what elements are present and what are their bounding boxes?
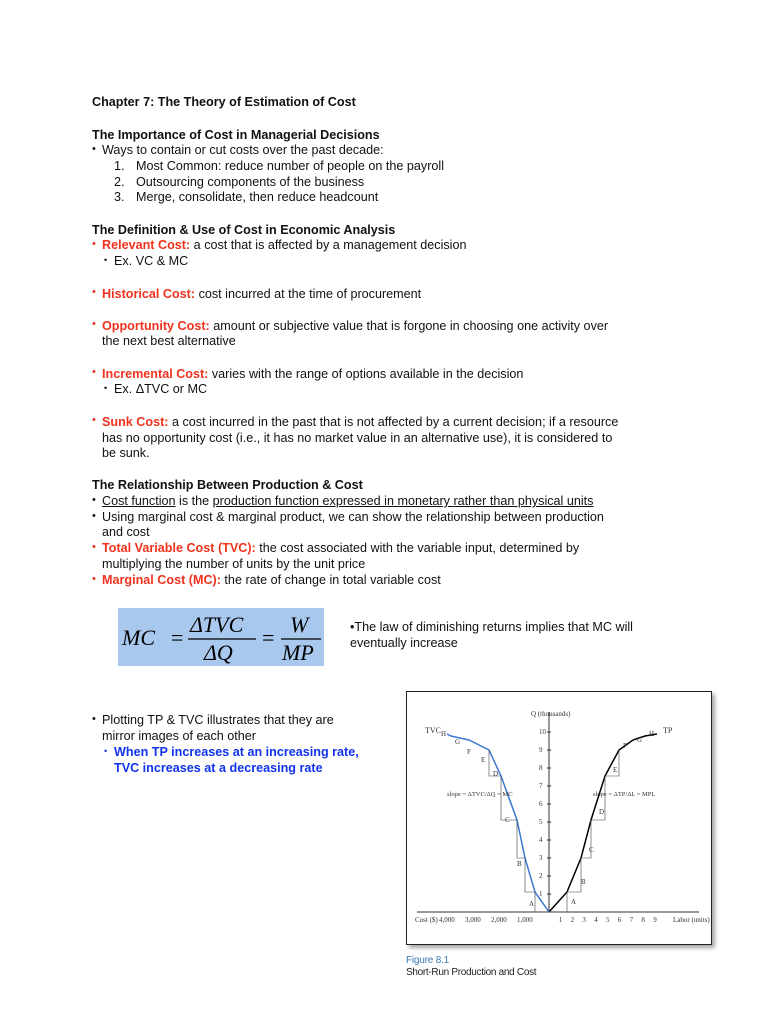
y-tick-label: 10 — [539, 728, 546, 736]
bullet-icon: • — [92, 143, 96, 155]
sunk-cost-text-3: be sunk. — [102, 446, 150, 460]
x-tick-label: 6 — [617, 916, 622, 924]
y-tick-label: 1 — [539, 890, 543, 898]
tvc-point-b: B — [517, 860, 522, 868]
formula-denominator-1: ΔQ — [204, 640, 233, 665]
cost-function-line — [102, 494, 593, 510]
tp-point-a: A — [571, 898, 577, 906]
opportunity-cost-text: amount or subjective value that is forgone in choosing one activity over — [209, 319, 609, 333]
incremental-cost-line — [102, 367, 523, 383]
mc-mp-text-cont: and cost — [102, 525, 150, 539]
y-tick-label: 9 — [539, 746, 543, 754]
sunk-cost-text: a cost incurred in the past that is not affected by a current decision; if a resource — [168, 415, 619, 429]
y-tick-label: 5 — [539, 818, 543, 826]
opportunity-cost-term: Opportunity Cost: — [102, 319, 210, 333]
list-item-number: 1. — [114, 159, 125, 173]
tp-point-e: E — [613, 766, 618, 774]
relevant-cost-example: Ex. VC & MC — [114, 254, 189, 268]
tvc-point-f: F — [467, 748, 471, 756]
sub-bullet-icon: • — [104, 383, 108, 393]
formula-denominator-2: MP — [282, 640, 314, 665]
x-left-tick-label: 3,000 — [465, 916, 481, 924]
opportunity-cost-text-cont: the next best alternative — [102, 334, 236, 348]
plotting-emphasis: When TP increases at an increasing rate, — [114, 745, 359, 759]
historical-cost-line — [102, 287, 421, 303]
formula-numerator-1: ΔTVC — [190, 612, 244, 637]
incremental-cost-text: varies with the range of options available in the decision — [208, 367, 524, 381]
relationship-heading: The Relationship Between Production & Cost — [92, 478, 363, 492]
mc-term: Marginal Cost (MC): — [102, 573, 221, 587]
figure-caption: Short-Run Production and Cost — [406, 967, 537, 978]
x-tick-label: 4 — [594, 916, 598, 924]
incremental-cost-example: Ex. ΔTVC or MC — [114, 382, 208, 396]
cost-function-term: Cost function — [102, 494, 176, 508]
y-tick-label: 7 — [539, 782, 543, 790]
opportunity-cost-line — [102, 319, 608, 335]
slope-left-label: slope = ΔTVC/ΔQ = MC — [447, 791, 513, 798]
historical-cost-term: Historical Cost: — [102, 287, 196, 301]
plotting-text-cont: mirror images of each other — [102, 729, 256, 743]
y-tick-label: 3 — [539, 854, 543, 862]
tvc-point-d: D — [493, 770, 499, 778]
bullet-icon: • — [92, 541, 96, 553]
tvc-point-a: A — [529, 900, 535, 908]
tp-curve — [549, 734, 657, 912]
sunk-cost-text-2: has no opportunity cost (i.e., it has no market value in an alternative use), it is considered to — [102, 431, 613, 445]
definition-heading: The Definition & Use of Cost in Economic Analysis — [92, 223, 396, 237]
bullet-icon: • — [92, 318, 96, 330]
x-tick-label: 5 — [606, 916, 610, 924]
tp-steps — [549, 750, 619, 912]
y-tick-label: 6 — [539, 800, 543, 808]
tvc-point-c: C — [505, 816, 510, 824]
chapter-title: Chapter 7: The Theory of Estimation of Cost — [92, 95, 356, 109]
formula-equals-2: = — [262, 625, 275, 650]
tp-point-f: F — [623, 742, 627, 750]
tp-label: TP — [663, 726, 673, 735]
formula-lhs: MC — [122, 625, 155, 650]
formula-graphic — [118, 608, 324, 666]
relevant-cost-text: a cost that is affected by a management decision — [190, 238, 467, 252]
bullet-icon: • — [92, 713, 96, 725]
tp-point-g: G — [637, 736, 643, 744]
plotting-text: Plotting TP & TVC illustrates that they are — [102, 713, 334, 727]
formula-numerator-2: W — [290, 612, 309, 637]
importance-item-1: Most Common: reduce number of people on the payroll — [136, 159, 445, 173]
x-tick-label: 9 — [653, 916, 657, 924]
slope-right-label: slope = ΔTP/ΔL = MPL — [593, 791, 656, 798]
x-tick-label: 8 — [641, 916, 645, 924]
relevant-cost-line — [102, 238, 466, 254]
importance-item-2: Outsourcing components of the business — [136, 175, 365, 189]
y-axis-label: Q (thousands) — [531, 710, 571, 718]
x-left-tick-label: 4,000 — [439, 916, 455, 924]
production-cost-graph — [407, 692, 711, 944]
list-item-number: 3. — [114, 190, 125, 204]
bullet-icon: • — [92, 366, 96, 378]
incremental-cost-term: Incremental Cost: — [102, 367, 209, 381]
bullet-icon: • — [92, 510, 96, 522]
tvc-term: Total Variable Cost (TVC): — [102, 541, 256, 555]
tvc-point-h: H — [441, 730, 447, 738]
tvc-point-g: G — [455, 738, 461, 746]
y-tick-label: 2 — [539, 872, 543, 880]
sub-bullet-icon: • — [104, 746, 108, 756]
bullet-icon: • — [92, 286, 96, 298]
x-left-tick-label: 1,000 — [517, 916, 533, 924]
tvc-label: TVC — [425, 726, 441, 735]
production-cost-figure — [406, 691, 712, 945]
tp-point-h: H — [649, 730, 655, 738]
list-item-number: 2. — [114, 175, 125, 189]
tp-point-b: B — [581, 878, 586, 886]
y-tick-label: 4 — [539, 836, 543, 844]
law-note-cont: eventually increase — [350, 636, 458, 650]
bullet-icon: • — [92, 414, 96, 426]
tvc-text: the cost associated with the variable input, determined by — [255, 541, 580, 555]
x-left-tick-label: 2,000 — [491, 916, 507, 924]
tvc-point-e: E — [481, 756, 486, 764]
tp-point-c: C — [589, 846, 594, 854]
formula-equals: = — [171, 625, 184, 650]
importance-bullet: Ways to contain or cut costs over the past decade: — [102, 143, 384, 157]
x-left-label: Cost ($) — [415, 916, 438, 924]
x-tick-label: 1 — [558, 916, 563, 924]
x-right-label: Labor (units) — [673, 916, 710, 924]
plotting-emphasis-cont: TVC increases at a decreasing rate — [114, 761, 323, 775]
sunk-cost-line — [102, 415, 618, 431]
y-tick-label: 8 — [539, 764, 543, 772]
x-tick-label: 3 — [582, 916, 586, 924]
sub-bullet-icon: • — [104, 255, 108, 265]
mc-formula — [118, 608, 324, 666]
sunk-cost-term: Sunk Cost: — [102, 415, 169, 429]
law-note: •The law of diminishing returns implies that MC will — [350, 620, 633, 634]
importance-heading: The Importance of Cost in Managerial Decisions — [92, 128, 380, 142]
mc-mp-text: Using marginal cost & marginal product, we can show the relationship between production — [102, 510, 604, 524]
tvc-curve — [447, 734, 549, 912]
bullet-icon: • — [92, 238, 96, 250]
tp-point-d: D — [599, 808, 605, 816]
tvc-text-cont: multiplying the number of units by the unit price — [102, 557, 366, 571]
bullet-icon: • — [92, 494, 96, 506]
historical-cost-text: cost incurred at the time of procurement — [195, 287, 422, 301]
x-tick-label: 7 — [629, 916, 634, 924]
relevant-cost-term: Relevant Cost: — [102, 238, 191, 252]
mc-text: the rate of change in total variable cost — [220, 573, 441, 587]
cost-function-definition: production function expressed in monetary rather than physical units — [212, 494, 594, 508]
figure-label: Figure 8.1 — [406, 955, 450, 966]
mc-line — [102, 573, 441, 589]
bullet-icon: • — [92, 573, 96, 585]
importance-item-3: Merge, consolidate, then reduce headcount — [136, 190, 379, 204]
x-tick-label: 2 — [570, 916, 575, 924]
tvc-line — [102, 541, 579, 557]
cost-function-joiner: is the — [175, 494, 213, 508]
